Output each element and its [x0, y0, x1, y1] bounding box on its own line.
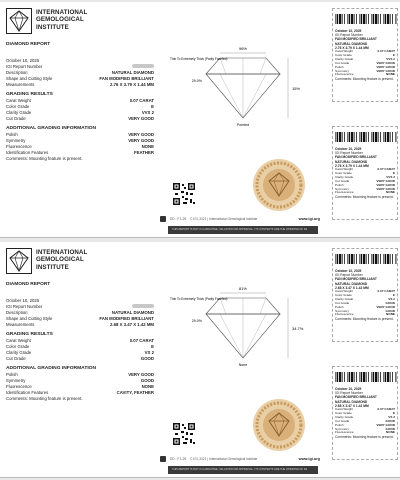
igi-website-link[interactable]: www.igi.org [298, 216, 320, 221]
depth-percent-label: 34.7% [292, 326, 304, 331]
description-row: Description NATURAL DIAMOND [6, 310, 154, 315]
shape-row: Shape and Cutting Style FAN MODIFIED BRILLIANT [6, 316, 154, 321]
report-stub-top: October 10, 2025 IGI Report Number FAN MODIFIED BRILLIANT NATURAL DIAMOND 2.68 X 3.47 X 1.42 MM Carat Weight 0.07 CARAT Color Grade E Clarity Grade VS 2 Cut Grade GOOD Polish VERY GOOD Symmetry GOOD Fluorescence NONE Comments: Mounting feature is present. [332, 248, 398, 342]
igi-logo-icon [6, 248, 32, 274]
footer-code: DD - F.1.29 [170, 456, 187, 461]
report-stub-bottom: October 10, 2025 IGI Report Number FAN MODIFIED BRILLIANT NATURAL DIAMOND 2.68 X 3.47 X 1.42 MM Carat Weight 0.07 CARAT Color Grade E Clarity Grade VS 2 Cut Grade GOOD Polish VERY GOOD Symmetry GOOD Fluorescence NONE Comments: Mounting feature is present. [332, 366, 398, 460]
symmetry-row: Symmetry VERY GOOD [6, 138, 154, 143]
redacted-value [132, 304, 154, 308]
report-fields [6, 298, 154, 402]
report-fields [6, 58, 154, 162]
org-name: INTERNATIONAL GEMOLOGICAL INSTITUTE [36, 9, 88, 31]
report-footer [160, 454, 320, 463]
gold-seal-icon [252, 398, 306, 452]
color-row: Color Grade E [6, 104, 154, 109]
diamond-report-2 [0, 242, 400, 478]
qr-code-icon [172, 182, 196, 206]
symmetry-row: Symmetry GOOD [6, 378, 154, 383]
igi-website-link[interactable]: www.igi.org [298, 456, 320, 461]
igi-badge-icon [160, 456, 166, 462]
table-percent-label: 96% [238, 46, 248, 51]
clarity-row: Clarity Grade VVS 2 [6, 110, 154, 115]
polish-row: Polish VERY GOOD [6, 372, 154, 377]
qr-code-icon [172, 422, 196, 446]
igi-badge-icon [160, 216, 166, 222]
report-number-row: IGI Report Number [6, 64, 154, 70]
proportions-diagram [168, 268, 318, 378]
measurements-row: Measurements 2.76 X 3.79 X 1.44 MM [6, 82, 154, 87]
shape-row: Shape and Cutting Style FAN MODIFIED BRILLIANT [6, 76, 154, 81]
additional-info-heading: ADDITIONAL GRADING INFORMATION [6, 126, 97, 131]
crown-angle-label: 29.0% [191, 79, 202, 83]
redacted-value [132, 64, 154, 68]
crown-angle-label: 29.0% [191, 319, 202, 323]
footer-code: DD - F.1.29 [170, 216, 187, 221]
report-number-row: IGI Report Number [6, 304, 154, 310]
comments-row: Comments: Mounting feature is present. [6, 156, 83, 161]
report-stubs [332, 2, 400, 237]
grading-results-heading: GRADING RESULTS [6, 332, 53, 337]
cut-row: Cut Grade GOOD [6, 356, 154, 361]
org-name: INTERNATIONAL GEMOLOGICAL INSTITUTE [36, 249, 88, 271]
report-stub-top: October 10, 2025 IGI Report Number FAN MODIFIED BRILLIANT NATURAL DIAMOND 2.76 X 3.79 X 1.44 MM Carat Weight 0.07 CARAT Color Grade E Clarity Grade VVS 2 Cut Grade VERY GOOD Polish VERY GOOD Symmetry VERY GOOD Fluorescence NONE Comments: Mounting feature is present. [332, 8, 398, 102]
date-row: October 10, 2025 [6, 58, 40, 63]
report-footer [160, 214, 320, 223]
barcode-icon [335, 14, 397, 24]
report-stubs [332, 242, 400, 477]
report-stub-bottom: October 10, 2025 IGI Report Number FAN MODIFIED BRILLIANT NATURAL DIAMOND 2.76 X 3.79 X 1.44 MM Carat Weight 0.07 CARAT Color Grade E Clarity Grade VVS 2 Cut Grade VERY GOOD Polish VERY GOOD Symmetry VERY GOOD Fluorescence NONE Comments: Mounting feature is present. [332, 126, 398, 220]
disclaimer-bar: THIS REPORT IS NOT A GUARANTEE, VALUATION OR APPRAISAL. ITS CONTENTS ARE THE OPINIONS OF IGI [168, 226, 318, 234]
identification-row: Identification Features CAVITY, FEATHER [6, 390, 154, 395]
footer-copyright: © IGI, 2021 | International Gemological Institute [190, 216, 258, 221]
carat-row: Carat Weight 0.07 CARAT [6, 98, 154, 103]
disclaimer-bar: THIS REPORT IS NOT A GUARANTEE, VALUATION OR APPRAISAL. ITS CONTENTS ARE THE OPINIONS OF IGI [168, 466, 318, 474]
document-title: DIAMOND REPORT [6, 42, 51, 47]
table-percent-label: 81% [238, 286, 248, 291]
document-title: DIAMOND REPORT [6, 282, 51, 287]
fluorescence-row: Fluorescence NONE [6, 384, 154, 389]
barcode-icon [335, 372, 397, 382]
barcode-icon [335, 254, 397, 264]
measurements-row: Measurements 2.68 X 3.47 X 1.42 MM [6, 322, 154, 327]
description-row: Description NATURAL DIAMOND [6, 70, 154, 75]
fluorescence-row: Fluorescence NONE [6, 144, 154, 149]
proportions-diagram [168, 28, 318, 138]
clarity-row: Clarity Grade VS 2 [6, 350, 154, 355]
igi-logo-icon [6, 8, 32, 34]
cut-row: Cut Grade VERY GOOD [6, 116, 154, 121]
gold-seal-icon [252, 158, 306, 212]
girdle-label: Thin To Extremely Thick (Partly Faceted) [170, 297, 228, 301]
additional-info-heading: ADDITIONAL GRADING INFORMATION [6, 366, 97, 371]
identification-row: Identification Features FEATHER [6, 150, 154, 155]
color-row: Color Grade E [6, 344, 154, 349]
diamond-report-1 [0, 2, 400, 238]
carat-row: Carat Weight 0.07 CARAT [6, 338, 154, 343]
comments-row: Comments: Mounting feature is present. [6, 396, 83, 401]
report-details [6, 2, 154, 237]
polish-row: Polish VERY GOOD [6, 132, 154, 137]
date-row: October 10, 2025 [6, 298, 40, 303]
depth-percent-label: 15% [292, 86, 301, 91]
grading-results-heading: GRADING RESULTS [6, 92, 53, 97]
culet-label: Pointed [236, 123, 250, 127]
barcode-icon [335, 132, 397, 142]
footer-copyright: © IGI, 2021 | International Gemological Institute [190, 456, 258, 461]
girdle-label: Thin To Extremely Thick (Partly Faceted) [170, 57, 228, 61]
report-details [6, 242, 154, 477]
culet-label: None [238, 363, 248, 367]
